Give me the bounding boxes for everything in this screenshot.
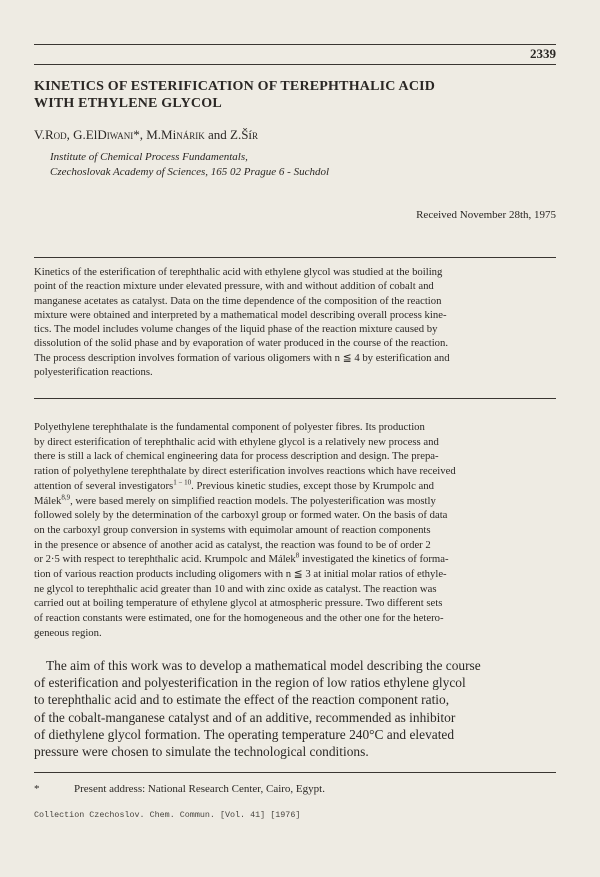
footnote-marker: *	[34, 783, 40, 795]
footnote-rule	[34, 772, 556, 773]
abstract-line: mixture were obtained and interpreted by a mathematical model describing overall process kine-	[34, 308, 447, 321]
footnote	[34, 783, 325, 795]
text-line: ne glycol to terephthalic acid greater than 10 and with zinc oxide as catalyst. The reaction was	[34, 582, 437, 595]
title-line: KINETICS OF ESTERIFICATION OF TEREPHTHALIC ACID	[34, 79, 436, 94]
citation-ref: 1 − 10	[173, 478, 192, 487]
text-line: tion of various reaction products including oligomers with n ≦ 3 at initial molar ratios of ethyle-	[34, 568, 447, 581]
text-line: on the carboxyl group conversion in systems with equimolar amount of reaction components	[34, 523, 431, 536]
text-line: to terephthalic acid and to estimate the effect of the reaction component ratio,	[34, 692, 450, 708]
text-line: by direct esterification of terephthalic acid with ethylene glycol is a relatively new process and	[34, 435, 439, 448]
affiliation-line: Institute of Chemical Process Fundamentals,	[50, 151, 248, 163]
author-list	[34, 127, 258, 143]
top-rule	[34, 44, 556, 45]
abstract-bottom-rule	[34, 398, 556, 399]
text-line: carried out at boiling temperature of ethylene glycol at atmospheric pressure. Two different sets	[34, 597, 443, 610]
article-title	[34, 78, 554, 112]
introduction-paragraph	[34, 420, 556, 641]
received-date: Received November 28th, 1975	[416, 209, 556, 221]
text-segment: . Previous kinetic studies, except those by Krumpolc and	[191, 479, 434, 492]
text-line	[34, 552, 556, 567]
aim-paragraph	[34, 657, 556, 760]
text-line	[34, 479, 556, 494]
text-line: in the presence or absence of another acid as catalyst, the reaction was found to be of order 2	[34, 538, 431, 551]
text-line: there is still a lack of chemical engineering data for process description and design. The prepa-	[34, 450, 439, 463]
footnote-text: Present address: National Research Center, Cairo, Egypt.	[74, 783, 325, 795]
text-segment: Málek	[34, 494, 62, 507]
text-line: of reaction constants were estimated, one for the homogeneous and the other one for the hetero-	[34, 612, 444, 625]
text-line: geneous region.	[34, 626, 102, 639]
text-segment: attention of several investigators	[34, 479, 174, 492]
abstract-line: tics. The model includes volume changes of the liquid phase of the reaction mixture caused by	[34, 323, 438, 336]
affiliation-line: Czechoslovak Academy of Sciences, 165 02 Prague 6 - Suchdol	[50, 166, 330, 178]
text-segment: investigated the kinetics of forma-	[299, 553, 449, 566]
text-line: The aim of this work was to develop a mathematical model describing the course	[46, 658, 481, 673]
author-initial: G.El	[73, 127, 98, 142]
title-line: WITH ETHYLENE GLYCOL	[34, 96, 222, 111]
abstract-top-rule	[34, 257, 556, 258]
footnote-marker: *	[133, 127, 140, 142]
author-initial: M.Mi	[146, 127, 177, 142]
abstract-line: manganese acetates as catalyst. Data on the time dependence of the composition of the reaction	[34, 294, 442, 307]
author-initial: Z.Ší	[230, 127, 253, 142]
text-line: Polyethylene terephthalate is the fundamental component of polyester fibres. Its production	[34, 421, 425, 433]
journal-citation: Collection Czechoslov. Chem. Commun. [Vol. 41] [1976]	[34, 810, 301, 820]
text-line: followed solely by the determination of the carboxyl group or formed water. On the basis of data	[34, 509, 448, 522]
abstract-line: point of the reaction mixture under elevated pressure, with and without addition of cobalt and	[34, 280, 434, 293]
header-rule	[34, 64, 556, 65]
author-surname: r	[252, 127, 259, 142]
author-surname: nárik	[176, 127, 205, 142]
abstract-line: The process description involves formation of various oligomers with n ≦ 4 by esterification and	[34, 351, 450, 364]
text-line: pressure were chosen to simulate the technological conditions.	[34, 744, 369, 760]
abstract	[34, 265, 556, 379]
abstract-line: polyesterification reactions.	[34, 366, 153, 379]
text-segment: or 2·5 with respect to terephthalic acid. Krumpolc and Málek	[34, 553, 296, 566]
author-separator: ,	[66, 127, 74, 142]
abstract-line: dissolution of the solid phase and by evaporation of water produced in the course of the reaction.	[34, 337, 449, 350]
abstract-line: Kinetics of the esterification of terephthalic acid with ethylene glycol was studied at the boiling	[34, 266, 443, 278]
text-line: of diethylene glycol formation. The operating temperature 240°C and elevated	[34, 726, 455, 742]
citation-ref: 8	[295, 551, 300, 560]
text-line: of the cobalt-manganese catalyst and of an additive, recommended as inhibitor	[34, 709, 456, 725]
page-number: 2339	[530, 46, 556, 61]
author-surname: Rod	[44, 127, 67, 142]
author-initial: V.	[34, 127, 45, 142]
text-line: of esterification and polyesterification in the region of low ratios ethylene glycol	[34, 675, 466, 691]
text-segment: , were based merely on simplified reaction models. The polyesterification was mostly	[70, 494, 436, 507]
author-separator: and	[204, 127, 230, 142]
text-line: ration of polyethylene terephthalate by direct esterification involves reactions which have received	[34, 465, 456, 478]
citation-ref: 8,9	[61, 492, 71, 501]
author-surname: Diwani	[97, 127, 134, 142]
text-line	[34, 494, 556, 509]
author-separator: ,	[139, 127, 147, 142]
